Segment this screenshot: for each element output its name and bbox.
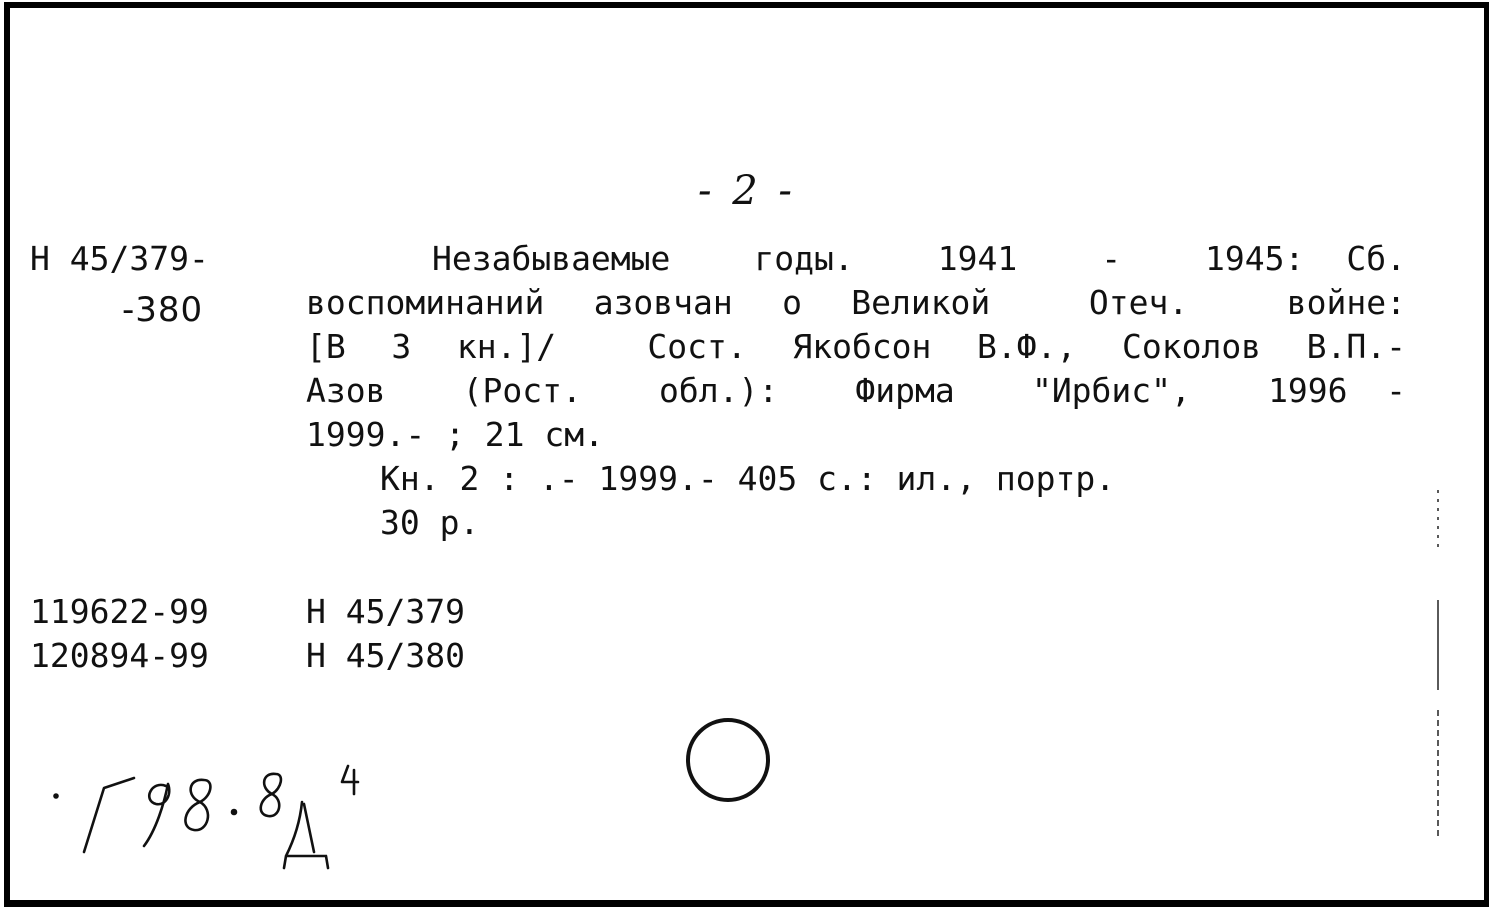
entry-line-5: 1999.- ; 21 см. bbox=[306, 415, 605, 454]
inventory-number: 120894-99 bbox=[30, 636, 209, 675]
handwritten-code bbox=[48, 760, 408, 880]
entry-line-3: [В 3 кн.]/ Сост. Якобсон В.Ф., Соколов В.П.- bbox=[306, 327, 1406, 366]
entry-line-2: воспоминаний азовчан о Великой Отеч. войне: bbox=[306, 283, 1406, 322]
inventory-row bbox=[30, 634, 465, 678]
entry-line-1: Незабываемые годы. 1941 - 1945: Сб. bbox=[306, 239, 1406, 278]
inventory-shelf: Н 45/380 bbox=[306, 636, 465, 675]
shelf-mark-line2: -380 bbox=[122, 290, 204, 330]
punch-hole-icon bbox=[686, 718, 770, 802]
shelf-mark-line1: Н 45/379- bbox=[30, 239, 209, 278]
volume-line: Кн. 2 : .- 1999.- 405 с.: ил., портр. bbox=[380, 459, 1116, 498]
inventory-shelf: Н 45/379 bbox=[306, 592, 465, 631]
entry-line-4: Азов (Рост. обл.): Фирма "Ирбис", 1996 - bbox=[306, 371, 1406, 410]
inventory-row bbox=[30, 590, 465, 634]
margin-marks bbox=[1434, 490, 1442, 850]
price-line: 30 р. bbox=[380, 503, 480, 542]
page-number: - 2 - bbox=[698, 168, 796, 214]
inventory-number: 119622-99 bbox=[30, 592, 209, 631]
bibliographic-entry bbox=[306, 237, 1406, 545]
